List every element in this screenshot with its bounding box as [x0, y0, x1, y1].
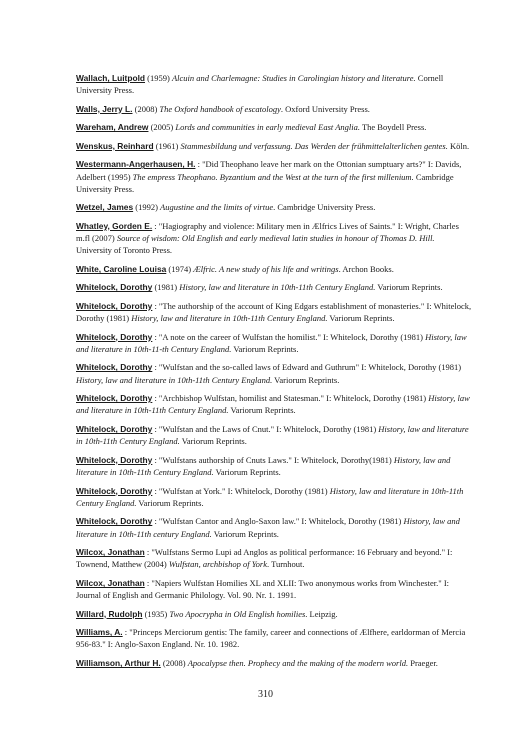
entry-text: : "Wulfstan Cantor and Anglo-Saxon law." I: Whitelock, Dorothy (1981) — [152, 516, 404, 527]
entry-title: History, law and literature in 10th-11th century England. — [76, 516, 460, 539]
entry-author: Whitelock, Dorothy — [76, 362, 153, 373]
entry-title: Augustine and the limits of virtue — [160, 202, 274, 213]
entry-text: Köln. — [447, 140, 470, 151]
bibliography-entry — [76, 361, 472, 386]
entry-title: History, law and literature in 10th-11th Century England. — [179, 282, 376, 293]
bibliography-entry — [76, 201, 472, 213]
entry-title: Wulfstan, archbishop of York — [168, 559, 267, 570]
entry-text: Variorum Reprints. — [231, 343, 299, 354]
entry-author: Whitelock, Dorothy — [76, 423, 153, 434]
entry-text: University of Toronto Press. — [76, 245, 173, 256]
bibliography-entry — [76, 263, 472, 275]
entry-text: (1981) — [152, 282, 180, 293]
bibliography-entry — [76, 72, 472, 97]
entry-text: : "Wulfstan and the so-called laws of Edward and Guthrum" I: Whitelock, Dorothy (1981) — [152, 362, 462, 373]
entry-title: History, law and literature in 10th-11th Century England. — [76, 393, 470, 416]
entry-text: : "Did Theophano leave her mark on the Ottonian sumptuary arts?" I: Davids, Adelbert (1995) — [76, 159, 462, 182]
entry-author: Westermann-Angerhausen, H. — [76, 159, 196, 170]
entry-text: Variorum Reprints. — [179, 436, 247, 447]
entry-title: The empress Theophano. Byzantium and the West at the turn of the first millenium. — [132, 171, 414, 182]
bibliography-entry — [76, 158, 472, 195]
entry-text: . Leipzig. — [305, 608, 338, 619]
bibliography-entry — [76, 485, 472, 510]
entry-author: Whitelock, Dorothy — [76, 282, 153, 293]
entry-title: Two Apocrypha in Old English homilies — [169, 608, 306, 619]
entry-text: (2005) — [148, 122, 176, 133]
entry-text: (1974) — [166, 263, 194, 274]
bibliography-entry — [76, 515, 472, 540]
entry-text: (1961) — [153, 140, 181, 151]
entry-author: Whitelock, Dorothy — [76, 300, 153, 311]
entry-title: History, law and literature in 10th-11th Century England. — [76, 374, 273, 385]
entry-author: Whitelock, Dorothy — [76, 516, 153, 527]
entry-text: Variorum Reprints. — [228, 405, 296, 416]
bibliography-entry — [76, 392, 472, 417]
entry-title: History, law and literature in 10th-11th Century England. — [131, 313, 328, 324]
entry-author: Whatley, Gorden E. — [76, 220, 153, 231]
entry-text: : "Princeps Merciorum gentis: The family, career and connections of Ælfhere, earldorman of Mercia 956-83." I: Anglo-Saxon England. Nr. 10. 1982. — [76, 627, 466, 650]
entry-title: History, law and literature in 10th-11th Century England. — [76, 485, 464, 508]
entry-title: Source of wisdom: Old English and early medieval latin studies in honour of Thomas D. Hill. — [116, 233, 435, 244]
entry-author: Whitelock, Dorothy — [76, 331, 153, 342]
entry-text: (1935) — [142, 608, 170, 619]
entry-author: Whitelock, Dorothy — [76, 393, 153, 404]
bibliography-entry — [76, 577, 472, 602]
entry-author: Wetzel, James — [76, 202, 134, 213]
entry-text: : "A note on the career of Wulfstan the homilist." I: Whitelock, Dorothy (1981) — [152, 331, 426, 342]
entry-title: Lords and communities in early medieval East Anglia. — [175, 122, 360, 133]
entry-text: (1992) — [133, 202, 161, 213]
entry-text: Variorum Reprints. — [211, 528, 279, 539]
entry-text: : "Napiers Wulfstan Homilies XL and XLII: Two anonymous works from Winchester." I: Journal of English and Germanic Philology. Vol. 90. Nr. 1. 1991. — [76, 577, 450, 601]
entry-text: : "Hagiography and violence: Military men in Ælfrics Lives of Saints." I: Wright, Charles m.fl (2007) — [76, 220, 459, 244]
bibliography-entry — [76, 300, 472, 325]
entry-title: Alcuin and Charlemagne: Studies in Carolingian history and literature. — [171, 73, 416, 83]
entry-text: (2008) — [132, 103, 160, 114]
bibliography-entry — [76, 281, 472, 293]
entry-text: : "Wulfstans authorship of Cnuts Laws." I: Whitelock, Dorothy(1981) — [152, 454, 394, 465]
entry-text: Variorum Reprints. — [327, 313, 395, 324]
entry-text: : "Wulfstans Sermo Lupi ad Anglos as political performance: 16 February and beyond." I: Townend, Matthew (2004) — [76, 547, 453, 570]
entry-text: Variorum Reprints. — [213, 467, 281, 478]
entry-title: Stammesbildung und verfassung. Das Werden der frühmittelalterlichen gentes. — [180, 140, 448, 151]
entry-text: (1959) — [145, 73, 172, 83]
entry-title: Ælfric. A new study of his life and writings — [193, 263, 339, 274]
entry-text: Variorum Reprints. — [272, 374, 340, 385]
entry-author: Wenskus, Reinhard — [76, 140, 154, 151]
entry-text: Variorum Reprints. — [136, 497, 204, 508]
entry-author: Whitelock, Dorothy — [76, 454, 153, 465]
entry-author: White, Caroline Louisa — [76, 263, 167, 274]
entry-author: Willard, Rudolph — [76, 608, 143, 619]
bibliography-entry — [76, 220, 472, 257]
entry-author: Wallach, Luitpold — [76, 73, 146, 83]
entry-title: History, law and literature in 10th-11-th Century England. — [76, 331, 467, 354]
entry-author: Whitelock, Dorothy — [76, 485, 153, 496]
entry-title: Apocalypse then. Prophecy and the making of the modern world. — [187, 657, 409, 668]
entry-author: Wilcox, Jonathan — [76, 577, 145, 588]
entry-text: . Oxford University Press. — [280, 103, 370, 114]
bibliography-entry — [76, 657, 472, 669]
entry-text: : "Wulfstan at York." I: Whitelock, Dorothy (1981) — [152, 485, 330, 496]
entry-author: Williams, A. — [76, 627, 123, 638]
bibliography-entry — [76, 608, 472, 620]
bibliography-entry — [76, 103, 472, 115]
entry-text: : "The authorship of the account of King Edgars establishment of monasteries." I: Whitelock, Dorothy (1981) — [76, 300, 472, 324]
bibliography-entry — [76, 423, 472, 448]
bibliography-entry — [76, 546, 472, 571]
entry-title: History, law and literature in 10th-11th Century England. — [76, 423, 469, 447]
entry-text: . Cambridge University Press. — [273, 202, 376, 213]
bibliography-entry — [76, 454, 472, 479]
entry-text: The Boydell Press. — [360, 122, 427, 133]
entry-title: History, law and literature in 10th-11th Century England. — [76, 454, 451, 478]
entry-text: : "Archbishop Wulfstan, homilist and Statesman." I: Whitelock, Dorothy (1981) — [152, 393, 429, 404]
bibliography-entry — [76, 626, 472, 651]
entry-text: . Archon Books. — [338, 263, 394, 274]
bibliography-entry — [76, 121, 472, 133]
bibliography-list — [76, 72, 472, 675]
page-number: 310 — [258, 689, 273, 700]
entry-text: . Turnhout. — [266, 559, 305, 570]
entry-text: : "Wulfstan and the Laws of Cnut." I: Whitelock, Dorothy (1981) — [152, 423, 379, 434]
entry-text: (2008) — [160, 657, 188, 668]
entry-author: Walls, Jerry L. — [76, 103, 133, 114]
bibliography-entry — [76, 331, 472, 356]
entry-title: The Oxford handbook of escatology — [159, 103, 281, 114]
entry-text: Cornell University Press. — [76, 73, 444, 96]
entry-text: Variorum Reprints. — [375, 282, 443, 293]
bibliography-entry — [76, 140, 472, 152]
entry-author: Wilcox, Jonathan — [76, 547, 145, 558]
entry-author: Williamson, Arthur H. — [76, 657, 161, 668]
entry-text: Cambridge University Press. — [76, 171, 454, 194]
entry-author: Wareham, Andrew — [76, 122, 149, 133]
entry-text: Praeger. — [408, 657, 438, 668]
